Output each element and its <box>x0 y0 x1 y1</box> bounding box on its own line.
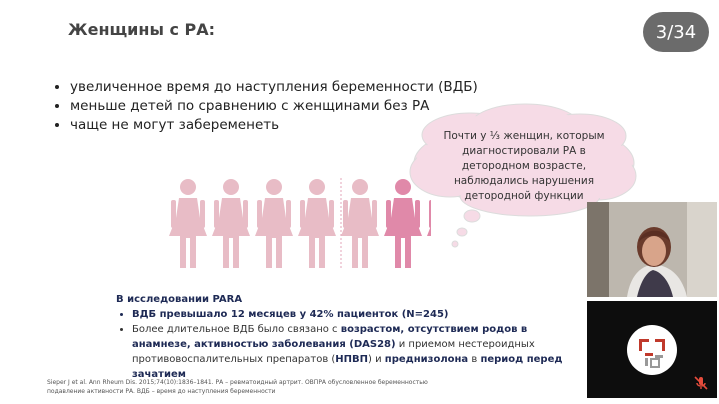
bold-run: период перед зачатием <box>132 354 563 380</box>
text-run: ) и <box>368 354 385 365</box>
slide-counter[interactable]: 3/34 <box>643 12 709 52</box>
woman-figure <box>298 179 336 268</box>
text-run: в <box>468 354 481 365</box>
app-logo-icon <box>627 325 677 375</box>
cloud-line: Почти у ⅓ женщин, которым <box>443 130 605 142</box>
text-run: и приемом нестероидных противовоспалительных препаратов ( <box>132 339 535 365</box>
study-points <box>116 307 586 382</box>
bullet-item: • увеличенное время до наступления беременности (ВДБ) <box>70 78 478 97</box>
cloud-line: детородном возрасте, <box>461 160 587 172</box>
study-block <box>116 292 586 382</box>
participant-video[interactable] <box>587 202 717 297</box>
study-point: • ВДБ превышало 12 месяцев у 42% пациенток (N=245) <box>132 307 586 322</box>
cloud-line: наблюдались нарушения <box>453 175 595 187</box>
bullet-item: • чаще не могут забеременеть <box>70 116 478 135</box>
bold-run: НПВП <box>335 354 369 365</box>
microphone-muted-icon[interactable] <box>693 375 709 391</box>
woman-figure-highlighted <box>384 179 422 268</box>
speaker-camera <box>587 202 717 297</box>
study-point <box>132 322 586 382</box>
participant-tile[interactable] <box>587 301 717 398</box>
text-run: Более длительное ВДБ было связано с <box>132 324 341 335</box>
cloud-text <box>428 129 620 204</box>
footnote-line: Sieper J et al. Ann Rheum Dis. 2015;74(10):1836–1841. РА – ревматоидный артрит. ОВПРА обусловленное беременностью <box>47 379 428 386</box>
cloud-line: детородной функции <box>464 190 584 202</box>
woman-figure-highlighted <box>427 179 431 268</box>
footnote-line: подавление активности РА. ВДБ – время до наступления беременности <box>47 388 276 395</box>
footnote <box>47 378 428 396</box>
women-figures <box>166 178 431 270</box>
cloud-line: диагностировали РА в <box>462 145 586 157</box>
woman-figure <box>212 179 250 268</box>
woman-figure <box>169 179 207 268</box>
woman-figure <box>341 179 379 268</box>
study-heading: В исследовании PARA <box>116 294 243 305</box>
woman-figure <box>255 179 293 268</box>
slide-title: Женщины с РА: <box>68 20 216 39</box>
bullet-item: • меньше детей по сравнению с женщинами без РА <box>70 97 478 116</box>
bold-run: возрастом, отсутствием родов в анамнезе, активностью заболевания (DAS28) <box>132 324 528 350</box>
bold-run: преднизолона <box>384 354 469 365</box>
